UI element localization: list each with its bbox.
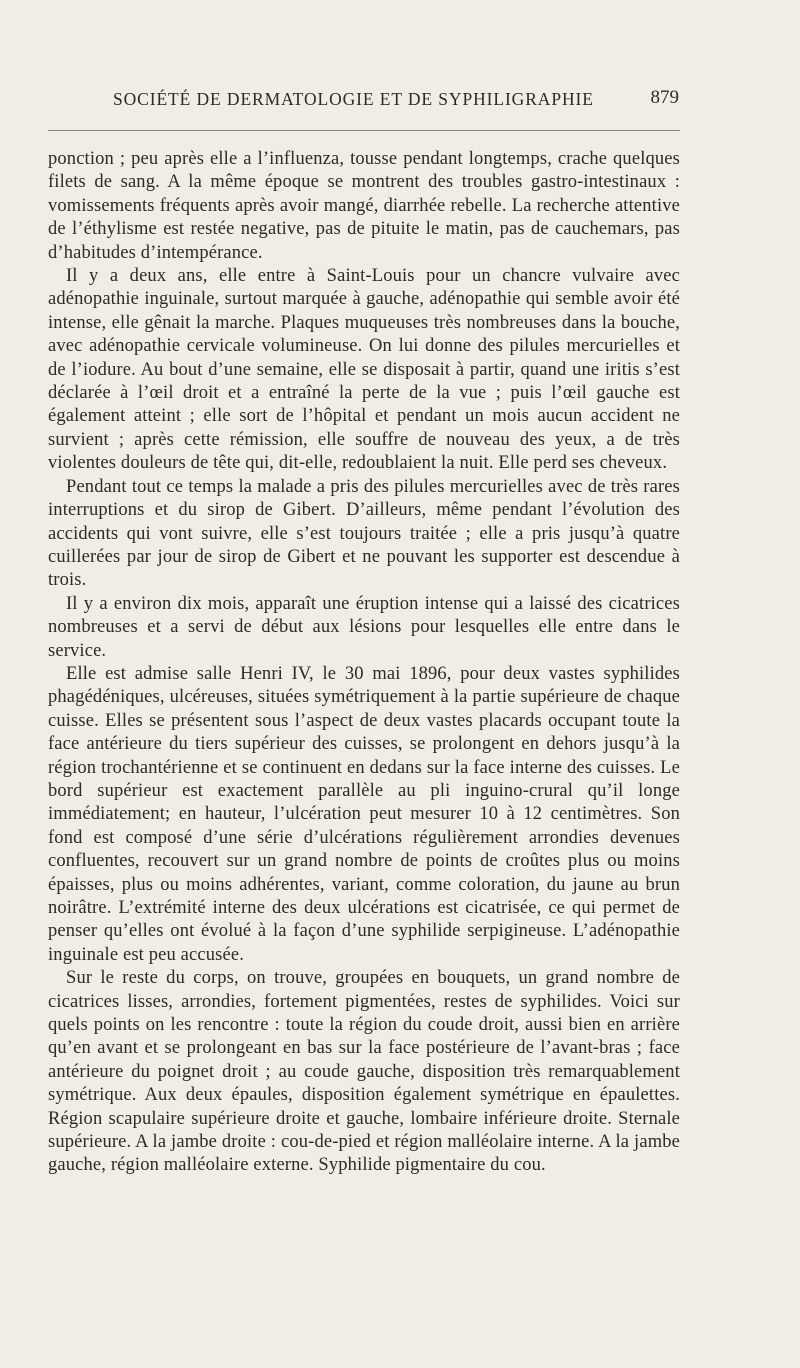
body-text: [48, 148, 680, 1178]
paragraph-6: Sur le reste du corps, on trouve, groupées en bouquets, un grand nombre de cicatrices lisses, arrondies, fortement pigmentées, restes de syphilides. Voici sur quels points on les rencontre : toute la région du coude droit, aussi bien en arrière qu’en avant et se prolongeant en bas sur la face postérieure de l’avant-bras ; face antérieure du poignet droit ; au coude gauche, disposition très remarquablement symétrique. Aux deux épaules, disposition également symétrique en épaulettes. Région scapulaire supérieure droite et gauche, lombaire inférieure droite. Sternale supérieure. A la jambe droite : cou-de-pied et région malléolaire interne. A la jambe gauche, région malléolaire externe. Syphilide pigmentaire du cou.: [48, 968, 680, 1176]
paragraph-5: Elle est admise salle Henri IV, le 30 mai 1896, pour deux vastes syphilides phagédéniques, ulcéreuses, situées symétriquement à la partie supérieure de chaque cuisse. Elles se présentent sous l’aspect de deux vastes placards occupant toute la face antérieure du tiers supérieur des cuisses, se prolongent en dehors jusqu’à la région trochantérienne et se continuent en dedans sur la face interne des cuisses. Le bord supérieur est exactement parallèle au pli inguino-crural qu’il longe immédiatement; en hauteur, l’ulcération peut mesurer 10 à 12 centimètres. Son fond est composé d’une série d’ulcérations régulièrement arrondies devenues confluentes, recouvert sur un grand nombre de points de croûtes plus ou moins épaisses, plus ou moins adhérentes, variant, comme coloration, du jaune au brun noirâtre. L’extrémité interne des deux ulcérations est cicatrisée, ce qui permet de penser qu’elles ont évolué à la façon d’une syphilide serpigineuse. L’adénopathie inguinale est peu accusée.: [48, 663, 680, 965]
paragraph-4: Il y a environ dix mois, apparaît une éruption intense qui a laissé des cicatrices nombreuses et a servi de début aux lésions pour lesquelles elle entre dans le service.: [48, 593, 680, 661]
paragraph-2: Il y a deux ans, elle entre à Saint-Louis pour un chancre vulvaire avec adénopathie inguinale, surtout marquée à gauche, adénopathie qui semble avoir été intense, elle gênait la marche. Plaques muqueuses très nombreuses dans la bouche, avec adénopathie cervicale volumineuse. On lui donne des pilules mercurielles et de l’iodure. Au bout d’une semaine, elle se disposait à partir, quand une iritis s’est déclarée à l’œil droit et a entraîné la perte de la vue ; puis l’œil gauche est également atteint ; elle sort de l’hôpital et pendant un mois aucun accident ne survient ; après cette rémission, elle souffre de nouveau des yeux, a de très violentes douleurs de tête qui, dit-elle, redoublaient la nuit. Elle perd ses cheveux.: [48, 266, 680, 474]
running-head: [48, 84, 679, 120]
paragraph-1: ponction ; peu après elle a l’influenza, tousse pendant longtemps, crache quelques filets de sang. A la même époque se montrent des troubles gastro-intestinaux : vomissements fréquents après avoir mangé, diarrhée rebelle. La recherche attentive de l’éthylisme est restée negative, pas de pituite le matin, pas de cauchemars, pas d’habitudes d’intempérance.: [48, 149, 680, 263]
page-number: 879: [650, 87, 679, 108]
running-title: SOCIÉTÉ DE DERMATOLOGIE ET DE SYPHILIGRAPHIE: [113, 89, 594, 109]
header-rule: [48, 130, 680, 131]
paragraph-3: Pendant tout ce temps la malade a pris des pilules mercurielles avec de très rares interruptions et du sirop de Gibert. D’ailleurs, même pendant l’évolution des accidents qui vont suivre, elle s’est toujours traitée ; elle a pris jusqu’à quatre cuillerées par jour de sirop de Gibert et ne pouvant les supporter est descendue à trois.: [48, 476, 680, 591]
